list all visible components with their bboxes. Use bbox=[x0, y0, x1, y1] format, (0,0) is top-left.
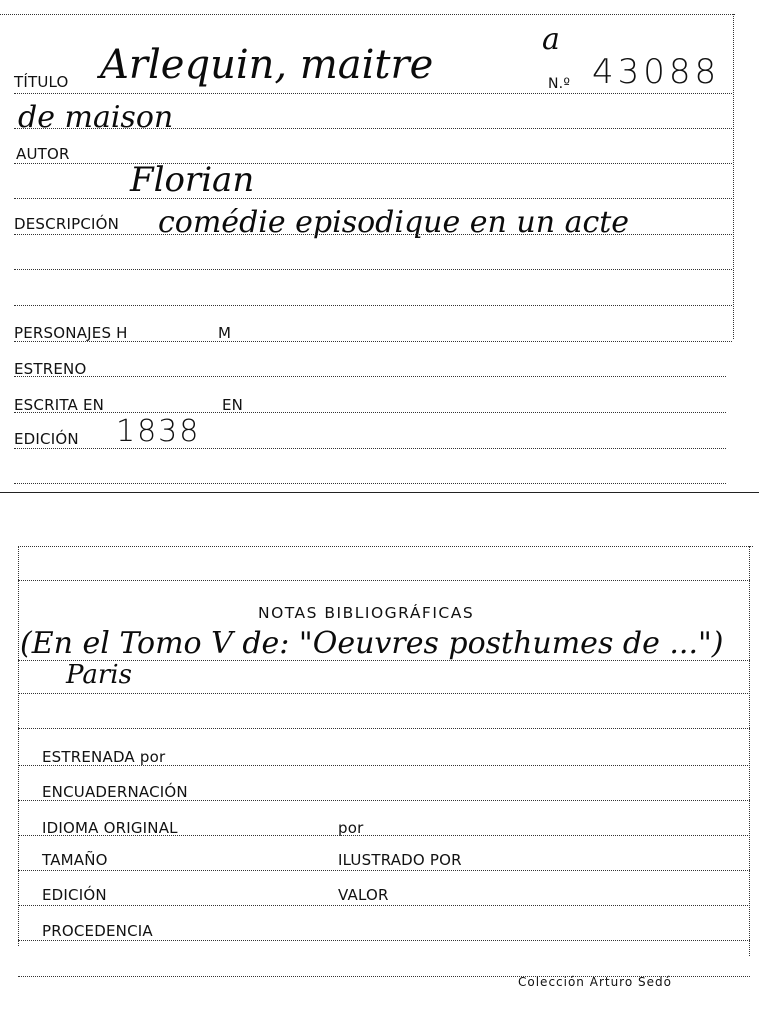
notas-line1: (En el Tomo V de: "Oeuvres posthumes de ...") bbox=[20, 626, 724, 661]
titulo-label: TÍTULO bbox=[14, 73, 69, 91]
personajes-rule bbox=[14, 341, 732, 342]
personajes-label: PERSONAJES H bbox=[14, 324, 128, 342]
tamano-label: TAMAÑO bbox=[42, 851, 108, 869]
escrita-en-label: EN bbox=[222, 396, 244, 414]
autor-label: AUTOR bbox=[16, 145, 70, 163]
procedencia-rule bbox=[18, 940, 750, 941]
numero-label: N.º bbox=[548, 76, 571, 92]
titulo-rule bbox=[14, 93, 732, 94]
titulo-cont-rule bbox=[14, 128, 732, 129]
left-edge-line bbox=[18, 546, 19, 946]
titulo-value: Arlequin, maitre bbox=[100, 42, 434, 88]
notas-line2: Paris bbox=[66, 660, 132, 690]
catalog-card-top bbox=[0, 0, 759, 492]
coleccion-footer: Colección Arturo Sedó bbox=[518, 975, 672, 989]
autor-rule bbox=[14, 163, 732, 164]
personajes-m-label: M bbox=[218, 324, 232, 342]
estrenada-rule bbox=[18, 765, 750, 766]
estrenada-label-text: ESTRENADA por bbox=[42, 748, 166, 766]
titulo-superscript: a bbox=[542, 22, 560, 57]
notas-rule-2 bbox=[18, 693, 750, 694]
estreno-rule bbox=[14, 376, 726, 377]
blank-rule-2 bbox=[14, 305, 732, 306]
ilustrado-label: ILUSTRADO POR bbox=[338, 851, 462, 869]
edicion-label: EDICIÓN bbox=[14, 430, 79, 448]
bottom-card-top-rule bbox=[18, 546, 753, 547]
descripcion-label: DESCRIPCIÓN bbox=[14, 215, 120, 233]
numero-value: 43088 bbox=[592, 52, 721, 92]
procedencia-label: PROCEDENCIA bbox=[42, 922, 153, 940]
notas-rule-3 bbox=[18, 728, 750, 729]
encuadernacion-rule bbox=[18, 800, 750, 801]
edicion-bottom-rule bbox=[18, 905, 750, 906]
edicion-rule bbox=[14, 448, 726, 449]
estreno-label: ESTRENO bbox=[14, 360, 87, 378]
por-label: por bbox=[338, 819, 364, 837]
autor-cont-rule bbox=[14, 198, 732, 199]
idioma-label: IDIOMA ORIGINAL bbox=[42, 819, 178, 837]
right-edge-line bbox=[733, 14, 734, 339]
escrita-label: ESCRITA EN bbox=[14, 396, 105, 414]
valor-label: VALOR bbox=[338, 886, 389, 904]
estrenada-label bbox=[42, 748, 165, 766]
blank-rule-3 bbox=[18, 580, 750, 581]
encuadernacion-label: ENCUADERNACIÓN bbox=[42, 783, 188, 801]
titulo-cont-value: de maison bbox=[18, 100, 174, 135]
idioma-rule bbox=[18, 835, 750, 836]
right-edge-line-bottom bbox=[749, 546, 750, 956]
notas-heading: NOTAS BIBLIOGRÁFICAS bbox=[258, 604, 475, 622]
descripcion-rule bbox=[14, 234, 732, 235]
bottom-blank-rule bbox=[14, 483, 726, 484]
edicion-value: 1838 bbox=[116, 414, 201, 449]
top-border-rule bbox=[0, 14, 735, 15]
card-separator-line bbox=[0, 492, 759, 493]
escrita-rule bbox=[14, 412, 726, 413]
blank-rule-1 bbox=[14, 269, 732, 270]
edicion-label-bottom: EDICIÓN bbox=[42, 886, 107, 904]
tamano-rule bbox=[18, 870, 750, 871]
catalog-card-bottom bbox=[0, 540, 759, 1028]
descripcion-value: comédie episodique en un acte bbox=[158, 205, 630, 240]
autor-value: Florian bbox=[130, 160, 255, 200]
